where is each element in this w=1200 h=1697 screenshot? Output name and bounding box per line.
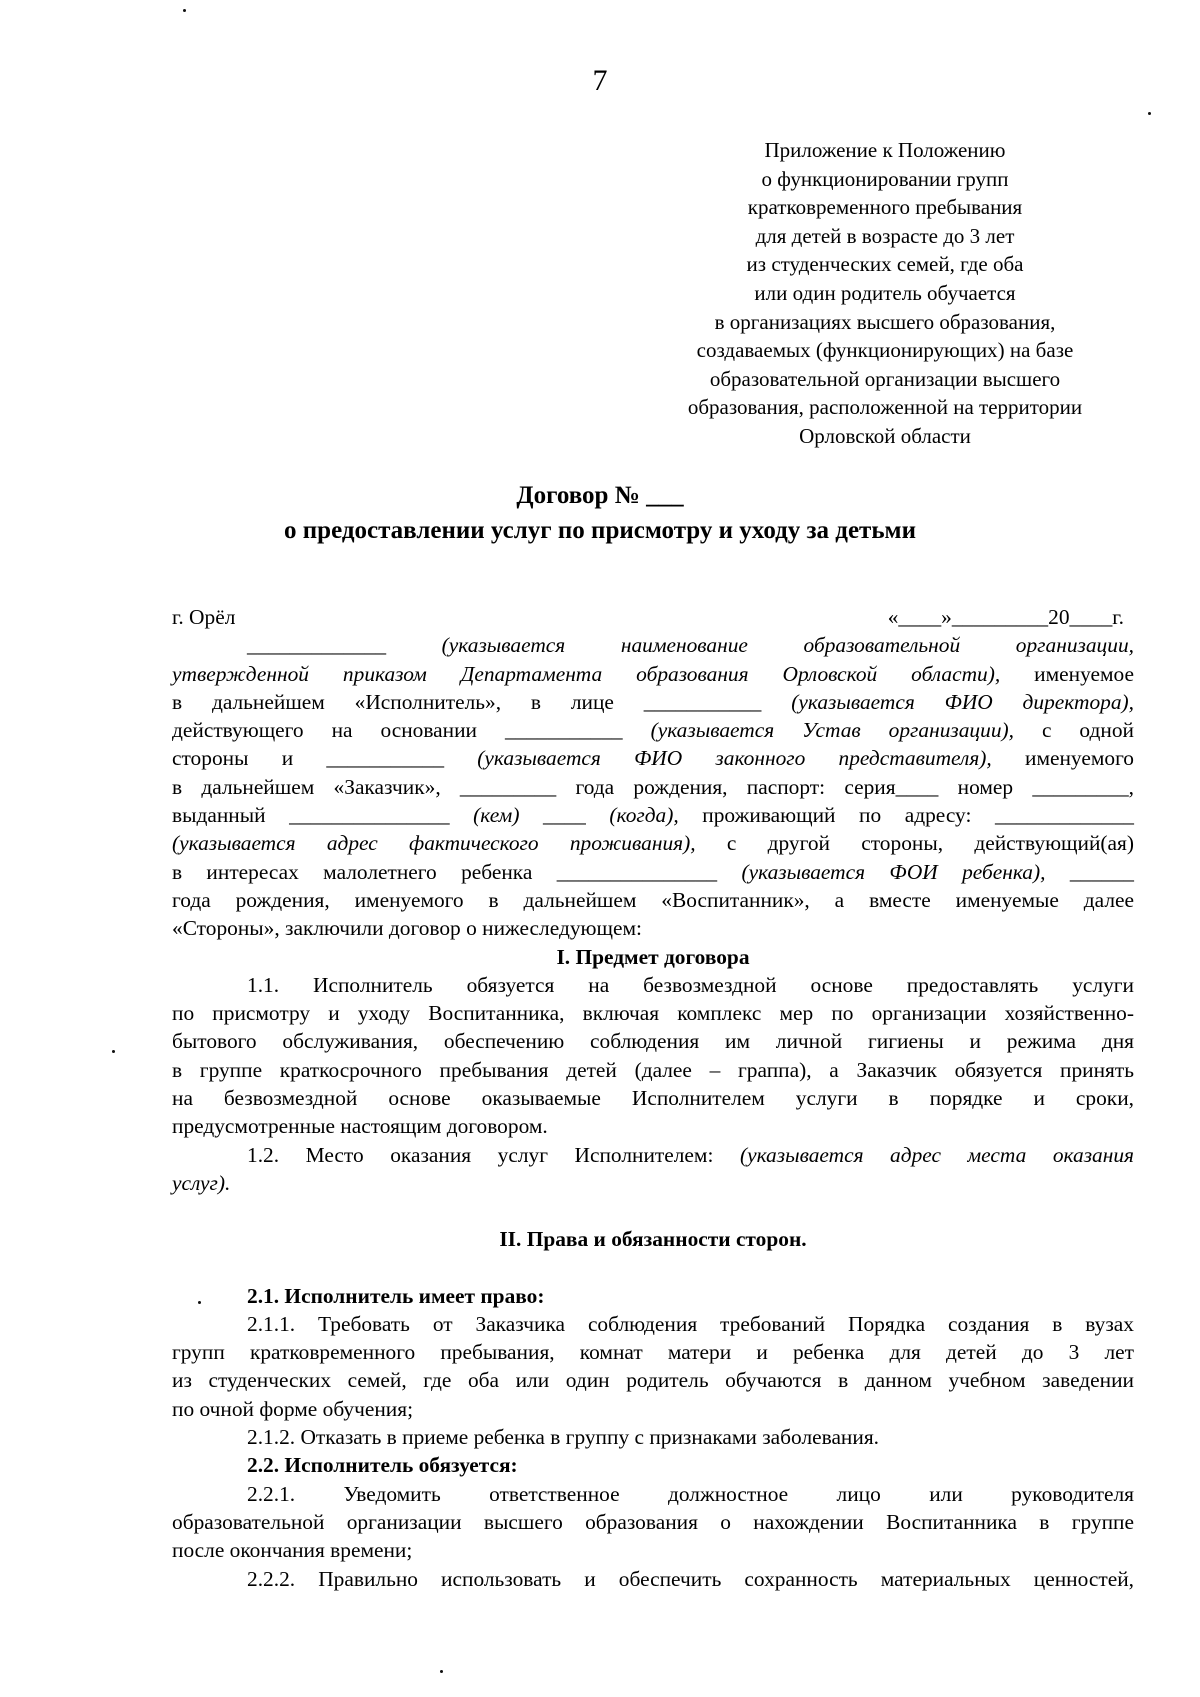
paragraph-line: из студенческих семей, где оба или один родитель обучаются в данном учебном заведении <box>172 1368 1134 1393</box>
appendix-line: в организациях высшего образования, <box>714 309 1056 334</box>
section-heading: I. Предмет договора <box>556 944 750 969</box>
subsection-heading: 2.1. Исполнитель имеет право: <box>247 1283 545 1308</box>
paragraph-line: по очной форме обучения; <box>172 1396 414 1421</box>
paragraph-line: 1.1. Исполнитель обязуется на безвозмездной основе предоставлять услуги <box>247 972 1134 997</box>
appendix-line: для детей в возрасте до 3 лет <box>755 223 1015 248</box>
intro-line: утвержденной приказом Департамента образования Орловской области), именуемое <box>172 661 1134 686</box>
paragraph-line: после окончания времени; <box>172 1538 413 1563</box>
intro-line: _____________ (указывается наименование образовательной организации, <box>247 633 1134 658</box>
paragraph-line: 2.1.2. Отказать в приеме ребенка в группу с признаками заболевания. <box>247 1425 880 1450</box>
paragraph-line: 2.1.1. Требовать от Заказчика соблюдения требований Порядка создания в вузах <box>247 1311 1134 1336</box>
paragraph-line: 1.2. Место оказания услуг Исполнителем: (указывается адрес места оказания <box>247 1142 1134 1167</box>
paragraph-line: образовательной организации высшего образования о нахождении Воспитанника в группе <box>172 1509 1134 1534</box>
paragraph-line: услуг). <box>172 1170 231 1195</box>
city-date-row <box>172 603 1134 631</box>
appendix-line: из студенческих семей, где оба <box>746 252 1024 277</box>
intro-line: в дальнейшем «Заказчик», _________ года рождения, паспорт: серия____ номер _________, <box>172 774 1134 799</box>
date: «____»_________20____г. <box>887 605 1124 629</box>
intro-line: года рождения, именуемого в дальнейшем «Воспитанник», а вместе именуемые далее <box>172 887 1134 912</box>
appendix-line: Орловской области <box>799 423 971 448</box>
intro-line: в интересах малолетнего ребенка _______________ (указывается ФОИ ребенка), ______ <box>172 859 1134 884</box>
appendix-line: о функционировании групп <box>761 166 1009 191</box>
city: г. Орёл <box>172 605 236 629</box>
appendix-line: образования, расположенной на территории <box>687 395 1083 420</box>
page-number: 7 <box>592 64 608 97</box>
paragraph-line: 2.2.1. Уведомить ответственное должностное лицо или руководителя <box>247 1481 1134 1506</box>
paragraph-line: по присмотру и уходу Воспитанника, включая комплекс мер по организации хозяйственно- <box>172 1001 1134 1026</box>
intro-line: (указывается адрес фактического проживания), с другой стороны, действующий(ая) <box>172 831 1134 856</box>
subsection-heading: 2.2. Исполнитель обязуется: <box>247 1453 518 1478</box>
contract-body <box>172 603 1134 1593</box>
intro-line: выданный _______________ (кем) ____ (когда), проживающий по адресу: _____________ <box>172 803 1134 828</box>
contract-number-title: Договор № ___ <box>516 482 684 509</box>
appendix-line: создаваемых (функционирующих) на базе <box>696 338 1074 363</box>
appendix-line: или один родитель обучается <box>754 280 1016 305</box>
paragraph-line: бытового обслуживания, обеспечению соблюдения им личной гигиены и режима дня <box>172 1029 1134 1054</box>
intro-line: действующего на основании ___________ (указывается Устав организации), с одной <box>172 718 1134 743</box>
paragraph-line: предусмотренные настоящим договором. <box>172 1114 548 1139</box>
contract-subject-title: о предоставлении услуг по присмотру и уходу за детьми <box>284 517 916 544</box>
intro-line: стороны и ___________ (указывается ФИО законного представителя), именуемого <box>172 746 1134 771</box>
appendix-header <box>645 136 1125 451</box>
paragraph-line: 2.2.2. Правильно использовать и обеспечить сохранность материальных ценностей, <box>247 1566 1134 1591</box>
appendix-line: Приложение к Положению <box>764 138 1006 162</box>
paragraph-line: на безвозмездной основе оказываемые Исполнителем услуги в порядке и сроки, <box>172 1086 1134 1111</box>
paragraph-line: в группе краткосрочного пребывания детей (далее – граппа), а Заказчик обязуется принять <box>172 1057 1134 1082</box>
appendix-line: кратковременного пребывания <box>747 195 1023 220</box>
intro-line: в дальнейшем «Исполнитель», в лице ___________ (указывается ФИО директора), <box>172 689 1134 714</box>
appendix-line: образовательной организации высшего <box>709 366 1061 391</box>
document-title <box>0 478 1200 548</box>
intro-line: «Стороны», заключили договор о нижеследующем: <box>172 916 642 941</box>
paragraph-line: групп кратковременного пребывания, комнат матери и ребенка для детей до 3 лет <box>172 1340 1134 1365</box>
section-heading: II. Права и обязанности сторон. <box>499 1227 807 1252</box>
